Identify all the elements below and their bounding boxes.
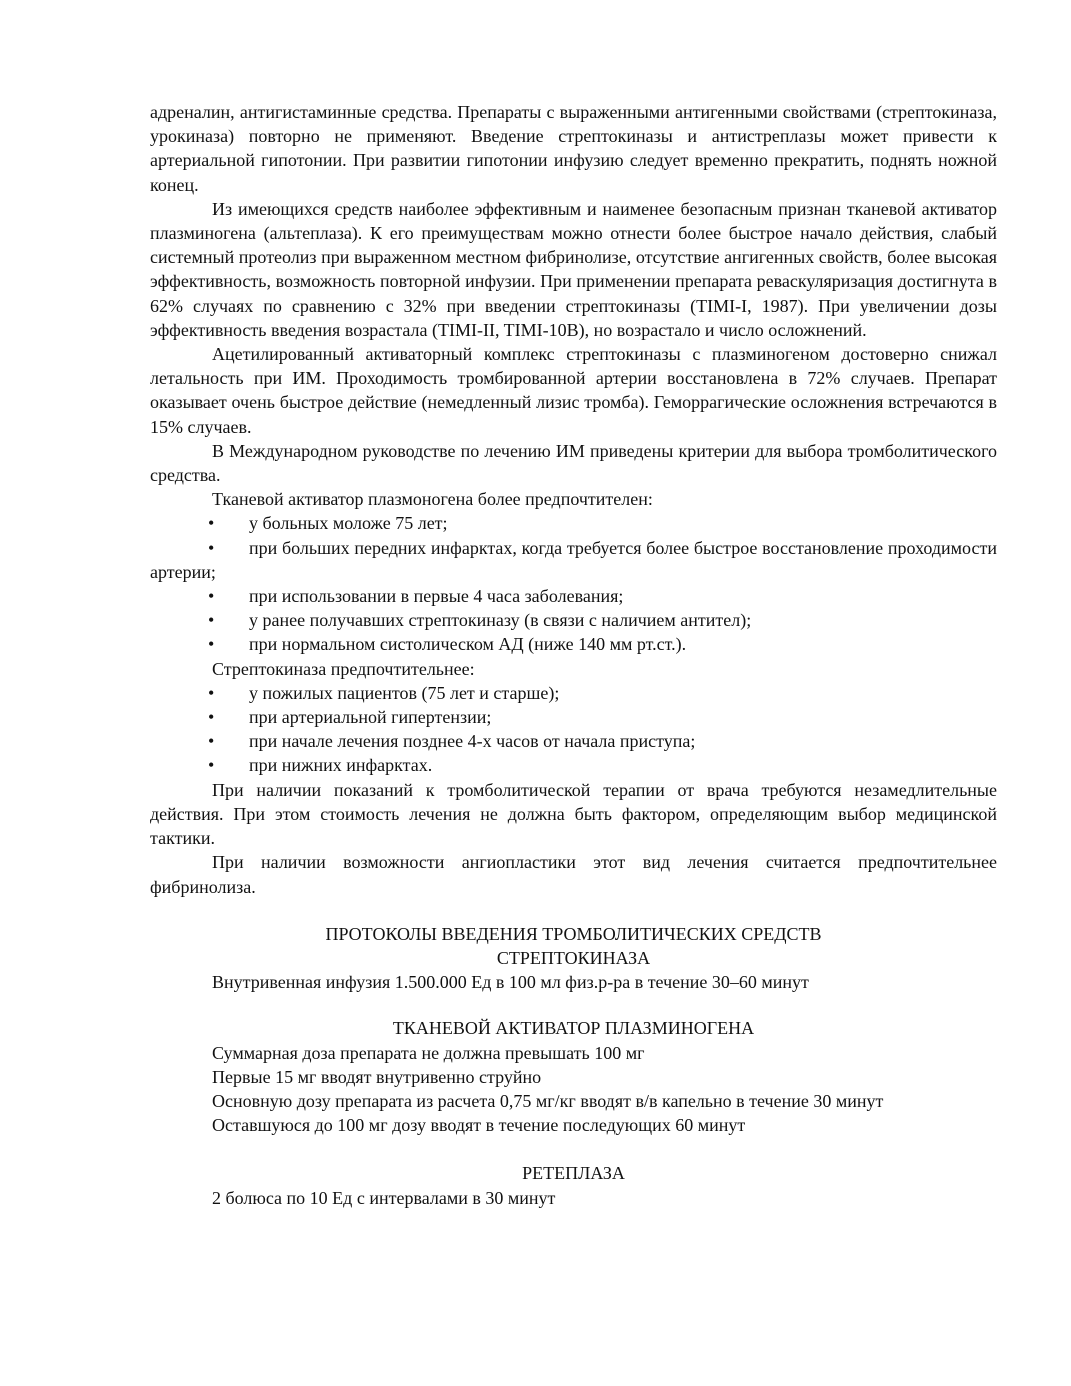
paragraph-sk-preferred: Стрептокиназа предпочтительнее: bbox=[212, 658, 475, 679]
paragraph-guidelines: В Международном руководстве по лечению ИМ приведены критерии для выбора тромболитического средства. bbox=[150, 440, 997, 486]
bullet-icon: • bbox=[208, 731, 215, 752]
list-item: • при использовании в первые 4 часа заболевания; bbox=[150, 584, 997, 608]
list-item: • при нижних инфарктах. bbox=[150, 753, 997, 777]
list-item: • у больных моложе 75 лет; bbox=[150, 511, 997, 535]
paragraph-tpa-preferred: Тканевой активатор плазмоногена более предпочтителен: bbox=[212, 489, 653, 510]
list-item: • при начале лечения позднее 4-х часов от начала приступа; bbox=[150, 729, 997, 753]
list-item: • при артериальной гипертензии; bbox=[150, 705, 997, 729]
list-tpa-criteria bbox=[150, 511, 997, 656]
bullet-icon: • bbox=[208, 610, 215, 631]
bullet-icon: • bbox=[208, 586, 215, 607]
reteplase-heading: РЕТЕПЛАЗА bbox=[522, 1163, 625, 1184]
paragraph-acylated-complex: Ацетилированный активаторный комплекс стрептокиназы с плазминогеном достоверно снижал летальность при ИМ. Проходимость тромбированной артерии восстановлена в 72% случаев. Препарат оказывает очень быстрое действие (немедленный лизис тромба). Геморрагические осложнения встречаются в 15% случаев. bbox=[150, 344, 997, 437]
bullet-icon: • bbox=[208, 513, 215, 534]
document-page bbox=[150, 100, 997, 1210]
tpa-protocol-line: Оставшуюся до 100 мг дозу вводят в течение последующих 60 минут bbox=[212, 1115, 746, 1136]
tpa-heading: ТКАНЕВОЙ АКТИВАТОР ПЛАЗМИНОГЕНА bbox=[392, 1018, 755, 1039]
streptokinase-heading: СТРЕПТОКИНАЗА bbox=[496, 947, 651, 968]
paragraph-angioplasty: При наличии возможности ангиопластики этот вид лечения считается предпочтительнее фибринолиза. bbox=[150, 852, 997, 897]
paragraph-urgent-action: При наличии показаний к тромболитической терапии от врача требуются незамедлительные действия. При этом стоимость лечения не должна быть фактором, определяющим выбор медицинской тактики. bbox=[150, 779, 997, 849]
list-item: • у ранее получавших стрептокиназу (в связи с наличием антител); bbox=[150, 608, 997, 632]
paragraph-alteplase: Из имеющихся средств наиболее эффективным и наименее безопасным признан тканевой активатор плазминогена (альтеплаза). К его преимуществам можно отнести более быстрое начало действия, слабый системный протеолиз при выраженном местном фибринолизе, отсутствие ангигенных свойств, более высокая эффективность, возможность повторной инфузии. При применении препарата реваскуляризация достигнута в 62% случаях по сравнению с 32% при введении стрептокиназы (TIMI-I, 1987). При увеличении дозы эффективность введения возрастала (TIMI-II, TIMI-10B), но возрастало и число осложнений. bbox=[150, 198, 997, 340]
streptokinase-protocol: Внутривенная инфузия 1.500.000 Ед в 100 мл физ.р-ра в течение 30–60 минут bbox=[212, 972, 809, 993]
bullet-icon: • bbox=[208, 634, 215, 655]
bullet-icon: • bbox=[208, 537, 215, 558]
tpa-protocol-line: Первые 15 мг вводят внутривенно струйно bbox=[212, 1066, 542, 1087]
tpa-protocol-line: Суммарная доза препарата не должна превышать 100 мг bbox=[212, 1042, 645, 1063]
bullet-icon: • bbox=[208, 682, 215, 703]
paragraph-adrenaline: адреналин, антигистаминные средства. Препараты с выраженными антигенными свойствами (стрептокиназа, урокиназа) повторно не применяют. Введение стрептокиназы и антистреплазы может привести к артериальной гипотонии. При развитии гипотонии инфузию следует временно прекратить, поднять ножной конец. bbox=[150, 102, 997, 195]
reteplase-protocol: 2 болюса по 10 Ед с интервалами в 30 минут bbox=[212, 1187, 556, 1208]
bullet-icon: • bbox=[208, 755, 215, 776]
list-item: • при больших передних инфарктах, когда требуется более быстрое восстановление проходимости артерии; bbox=[150, 537, 997, 582]
list-sk-criteria bbox=[150, 681, 997, 778]
list-item: • при нормальном систолическом АД (ниже 140 мм рт.ст.). bbox=[150, 632, 997, 656]
protocols-heading: ПРОТОКОЛЫ ВВЕДЕНИЯ ТРОМБОЛИТИЧЕСКИХ СРЕДСТВ bbox=[325, 923, 822, 944]
list-item: • у пожилых пациентов (75 лет и старше); bbox=[150, 681, 997, 705]
tpa-protocol-line: Основную дозу препарата из расчета 0,75 мг/кг вводят в/в капельно в течение 30 минут bbox=[212, 1090, 884, 1111]
bullet-icon: • bbox=[208, 707, 215, 728]
